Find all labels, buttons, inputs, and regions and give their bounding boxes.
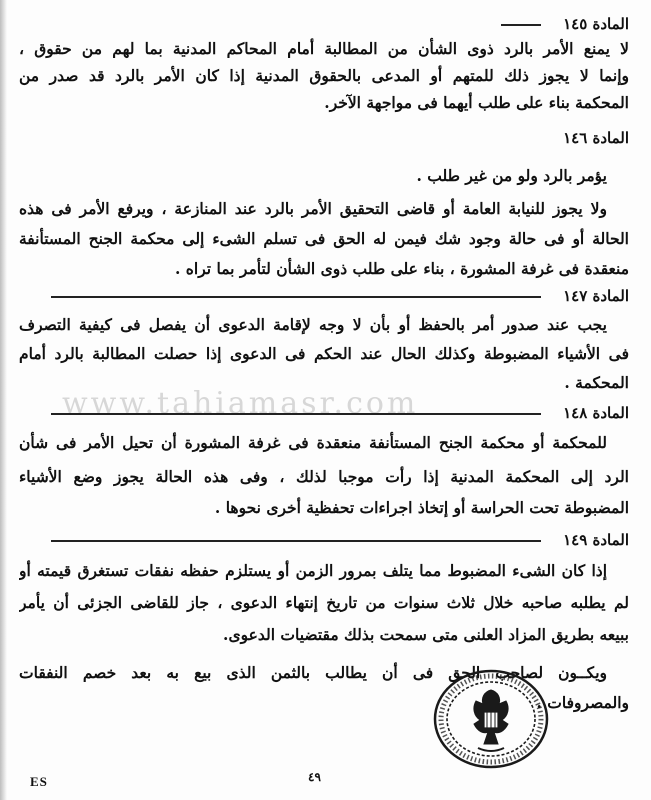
heading-rule <box>51 413 541 415</box>
page-number: ٤٩ <box>308 770 321 784</box>
article-149-line-1: إذا كان الشىء المضبوط مما يتلف بمرور الزمن أو يستلزم حفظه نفقات تستغرق قيمته أو <box>19 561 607 580</box>
article-heading-149: المادة ١٤٩ <box>563 531 629 549</box>
article-146-line-4: منعقدة فى غرفة المشورة ، بناء على طلب ذوى الشأن لتأمر بما تراه . <box>175 259 629 278</box>
article-149-line-3: ببيعه بطريق المزاد العلنى متى سمحت بذلك مقتضيات الدعوى. <box>223 625 629 644</box>
article-148-line-1: للمحكمة أو محكمة الجنح المستأنفة منعقدة فى غرفة المشورة أن تحيل الأمر فى شأن <box>19 433 607 452</box>
article-146-line-1: يؤمر بالرد ولو من غير طلب . <box>416 166 607 185</box>
website-watermark: www.tahiamasr.com <box>62 386 419 421</box>
article-147-line-1: يجب عند صدور أمر بالحفظ أو بأن لا وجه لإقامة الدعوى أن يفصل فى كيفية التصرف <box>19 315 607 334</box>
footer-code: ES <box>30 774 48 789</box>
article-heading-146: المادة ١٤٦ <box>563 129 629 147</box>
heading-rule <box>51 540 541 542</box>
article-heading-148: المادة ١٤٨ <box>563 404 629 422</box>
article-145-line-1: لا يمنع الأمر بالرد ذوى الشأن من المطالبة أمام المحاكم المدنية بما لهم من حقوق ، <box>19 39 629 58</box>
article-146-line-2: ولا يجوز للنيابة العامة أو قاضى التحقيق الأمر بالرد عند المنازعة ، ويرفع الأمر فى هذه <box>19 199 607 218</box>
article-heading-147: المادة ١٤٧ <box>563 287 629 305</box>
article-148-line-3: المضبوطة تحت الحراسة أو إتخاذ اجراءات تحفظية أخرى نحوها . <box>214 498 629 517</box>
article-145-line-3: المحكمة بناء على طلب أيهما فى مواجهة الآخر. <box>324 93 629 112</box>
article-147-line-3: المحكمة . <box>564 373 629 392</box>
eagle-seal-icon <box>432 668 550 770</box>
article-146-line-3: الحالة أو فى حالة وجود شك فيمن له الحق فى تسلم الشىء إلى محكمة الجنح المستأنفة <box>19 229 629 248</box>
article-148-line-2: الرد إلى المحكمة المدنية إذا رأت موجبا لذلك ، وفى هذه الحالة يجوز وضع الأشياء <box>19 467 629 486</box>
scan-edge <box>0 0 7 800</box>
heading-rule <box>501 24 541 26</box>
article-heading-145: المادة ١٤٥ <box>563 15 629 33</box>
article-149-line-4: ويكــون لصاحب الحق فى أن يطالب بالثمن الذى بيع به بعد خصم النفقات <box>19 663 607 682</box>
article-147-line-2: فى الأشياء المضبوطة وكذلك الحال عند الحكم فى الدعوى إذا حصلت المطالبة بالرد أمام <box>19 344 629 363</box>
article-149-line-5: والمصروفات . <box>536 693 629 712</box>
article-149-line-2: لم يطلبه صاحبه خلال ثلاث سنوات من تاريخ إنتهاء الدعوى ، جاز للقاضى الجزئى أن يأمر <box>19 593 629 612</box>
heading-rule <box>51 296 541 298</box>
article-145-line-2: وإنما لا يجوز ذلك للمتهم أو المدعى بالحقوق المدنية إذا كان الأمر بالرد قد صدر من <box>19 66 629 85</box>
